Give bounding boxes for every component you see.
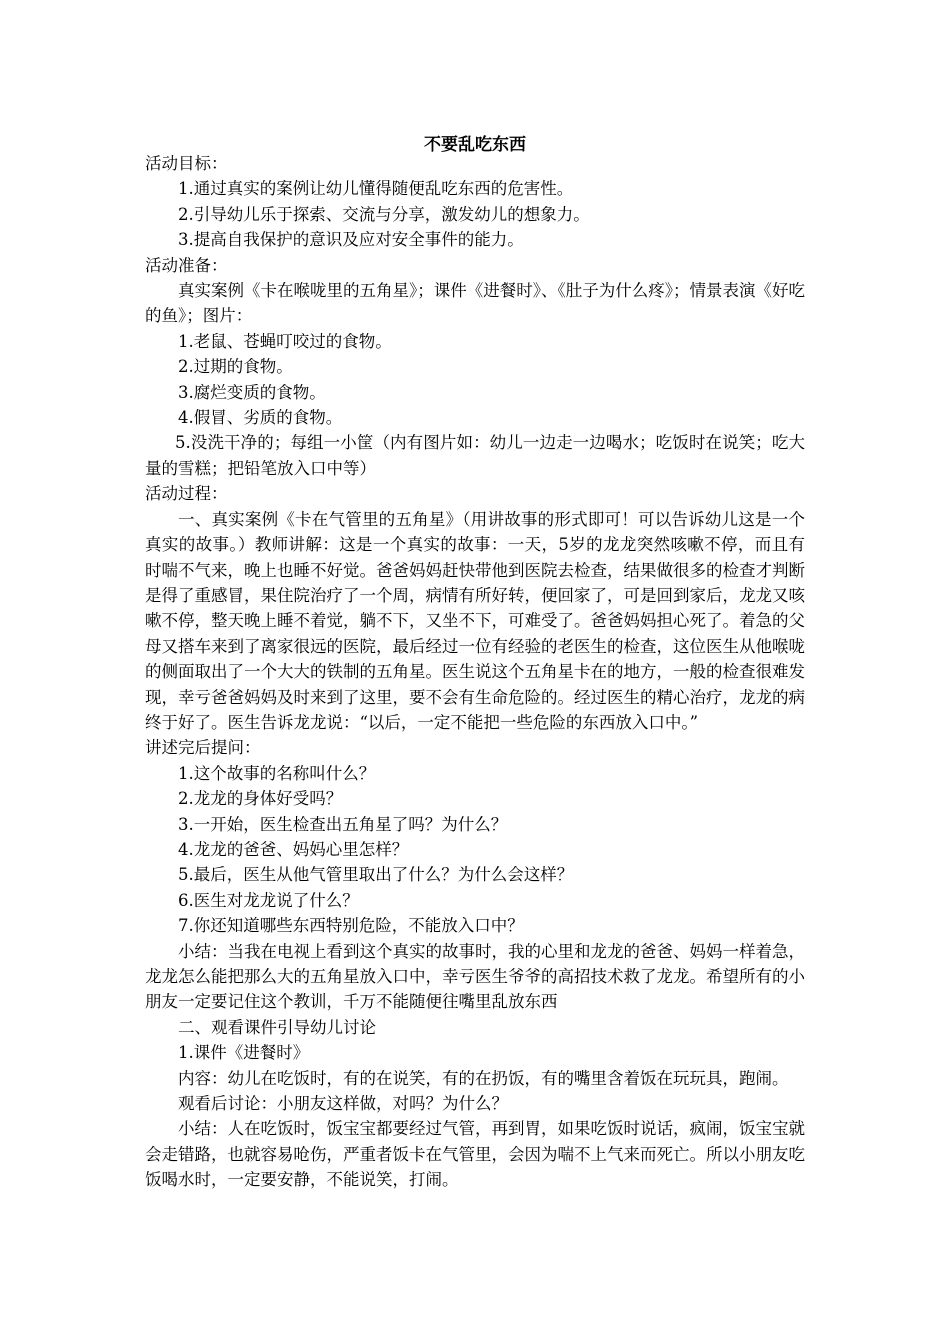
question-item: 7.你还知道哪些东西特别危险，不能放入口中？: [178, 916, 524, 936]
section-heading-preparation: 活动准备：: [145, 255, 228, 275]
question-item: 1.这个故事的名称叫什么？: [178, 763, 376, 783]
question-item: 2.龙龙的身体好受吗？: [178, 789, 343, 809]
picture-item: 4.假冒、劣质的食物。: [178, 408, 343, 428]
section-heading-goals: 活动目标：: [145, 154, 228, 173]
picture-item: 2.过期的食物。: [178, 357, 293, 377]
questions-heading: 讲述完后提问：: [145, 738, 261, 758]
content-paragraph: 内容：幼儿在吃饭时，有的在说笑，有的在扔饭，有的嘴里含着饭在玩玩具，跑闹。: [178, 1068, 789, 1088]
discussion-paragraph: 观看后讨论：小朋友这样做，对吗？为什么？: [178, 1094, 508, 1114]
subsection-heading: 二、观看课件引导幼儿讨论: [178, 1017, 376, 1037]
goal-item: 3.提高自我保护的意识及应对安全事件的能力。: [178, 230, 524, 250]
summary-paragraph: 小结：当我在电视上看到这个真实的故事时，我的心里和龙龙的爸爸、妈妈一样着急，龙龙怎么能把那么大的五角星放入口中，幸亏医生爷爷的高招技术救了龙龙。希望所有的小朋友一定要记住这个教训，千万不能随便往嘴里乱放东西: [145, 941, 805, 1012]
question-item: 5.最后，医生从他气管里取出了什么？为什么会这样？: [178, 865, 574, 885]
picture-item: 3.腐烂变质的食物。: [178, 382, 326, 402]
question-item: 6.医生对龙龙说了什么？: [178, 890, 359, 910]
section-heading-process: 活动过程：: [145, 484, 228, 504]
question-item: 4.龙龙的爸爸、妈妈心里怎样？: [178, 839, 409, 859]
picture-item: 5.没洗干净的；每组一小筐（内有图片如：幼儿一边走一边喝水；吃饭时在说笑；吃大量的雪糕；把铅笔放入口中等）: [145, 433, 805, 478]
document-body: [145, 151, 805, 1193]
question-item: 3.一开始，医生检查出五角星了吗？为什么？: [178, 814, 508, 834]
goal-item: 2.引导幼儿乐于探索、交流与分享，激发幼儿的想象力。: [178, 204, 590, 224]
summary-paragraph: 小结：人在吃饭时，饭宝宝都要经过气管，再到胃，如果吃饭时说话，疯闹，饭宝宝就会走错路，也就容易呛伤，严重者饭卡在气管里，会因为喘不上气来而死亡。所以小朋友吃饭喝水时，一定要安静，不能说笑，打闹。: [145, 1119, 805, 1190]
courseware-item: 1.课件《进餐时》: [178, 1043, 310, 1063]
goal-item: 1.通过真实的案例让幼儿懂得随便乱吃东西的危害性。: [178, 179, 574, 199]
preparation-paragraph: 真实案例《卡在喉咙里的五角星》；课件《进餐时》、《肚子为什么疼》；情景表演《好吃的鱼》；图片：: [145, 281, 805, 326]
story-paragraph: 一、真实案例《卡在气管里的五角星》（用讲故事的形式即可！可以告诉幼儿这是一个真实的故事。）教师讲解：这是一个真实的故事：一天，5岁的龙龙突然咳嗽不停，而且有时喘不气来，晚上也睡不好觉。爸爸妈妈赶快带他到医院去检查，结果做很多的检查才判断是得了重感冒，果住院治疗了一个周，病情有所好转，便回家了，可是回到家后，龙龙又咳嗽不停，整天晚上睡不着觉，躺不下，又坐不下，可难受了。爸爸妈妈担心死了。着急的父母又搭车来到了离家很远的医院，最后经过一位有经验的老医生的检查，这位医生从他喉咙的侧面取出了一个大大的铁制的五角星。医生说这个五角星卡在的地方，一般的检查很难发现，幸亏爸爸妈妈及时来到了这里，要不会有生命危险的。经过医生的精心治疗，龙龙的病终于好了。医生告诉龙龙说：“以后，一定不能把一些危险的东西放入口中。”: [145, 509, 805, 732]
document-title: 不要乱吃东西: [424, 135, 526, 155]
picture-item: 1.老鼠、苍蝇叮咬过的食物。: [178, 331, 392, 351]
